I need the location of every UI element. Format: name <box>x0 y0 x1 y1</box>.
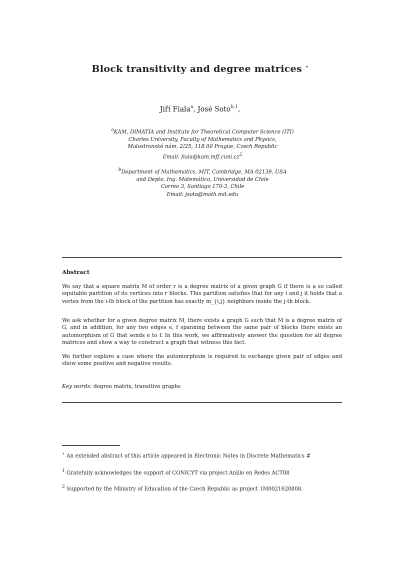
affiliation-line: Charles University, Faculty of Mathematics and Physics, <box>128 137 277 144</box>
affiliation-mark: a <box>111 128 114 133</box>
affiliation-line: KAM, DIMATIA and Institute for Theoretical Computer Science (ITI) <box>113 129 294 136</box>
affiliation-line: Correo 3, Santiago 170-3, Chile <box>160 184 245 191</box>
affiliation-line: Malostranské nám. 2/25, 118 00 Prague, Czech Republic <box>127 144 278 151</box>
footnote-rule <box>62 445 120 446</box>
author-affiliation-mark: b,1 <box>230 105 238 110</box>
footnote <box>62 468 342 478</box>
title-footnote-mark: ⋆ <box>305 64 309 70</box>
footnote-text: Supported by the Ministry of Education of the Czech Republic as project 1M0021620808. <box>66 486 303 493</box>
author-trailing-comma: , <box>237 105 241 114</box>
author-name: José Soto <box>197 105 231 114</box>
footnote-text: Gratefully acknowledges the support of CONICYT via project Anillo en Redes ACT08 <box>66 470 290 477</box>
affiliation-mark: b <box>118 168 122 173</box>
affiliation-line: Department of Mathematics, MIT, Cambridge, MA 02139. USA <box>121 169 287 176</box>
email-footnote-mark: 2 <box>239 152 243 158</box>
footnote <box>62 451 342 461</box>
affiliation-email: Email: jsoto@math.mit.edu <box>166 191 239 198</box>
abstract-bottom-rule <box>62 402 342 403</box>
affiliation-a <box>60 127 345 162</box>
footnote <box>62 484 342 494</box>
author-line <box>0 105 400 113</box>
abstract-paragraph-2: We ask whether for a given degree matrix M, there exists a graph G such that M is a degree matrix of G, and in addition, for any two edges e, f spanning between the same pair of blocks there exists an automorphism of G that sends e to f. In this work, we affirmatively answer the question for all degree matrices and show a way to construct a graph that witness this fact. <box>62 318 342 347</box>
affiliation-b <box>60 167 345 199</box>
footnote-mark: 1 <box>62 469 65 474</box>
keywords-label: Key words: <box>62 384 92 390</box>
abstract-top-rule <box>62 257 342 258</box>
paper-title <box>0 64 400 75</box>
footnote-text: An extended abstract of this article appeared in Electronic Notes in Discrete Mathematics # <box>66 453 311 460</box>
footnote-mark: ⋆ <box>62 452 65 457</box>
affiliation-email: Email: fiala@kam.mff.cuni.cz <box>162 154 240 161</box>
keywords-line <box>62 384 181 390</box>
abstract-paragraph-3: We further explore a case where the automorphism is required to exchange given pair of edges and show some positive and negative results. <box>62 354 342 368</box>
keywords-text: degree matrix, transitive graphs <box>93 384 181 390</box>
affiliation-line: and Depto, Ing. Matemática, Universidad de Chile <box>136 177 269 184</box>
title-text: Block transitivity and degree matrices <box>91 64 302 75</box>
footnote-mark: 2 <box>62 485 65 490</box>
author-affiliation-mark: a <box>190 105 194 110</box>
author-name: Jiří Fiala <box>159 105 191 114</box>
abstract-paragraph-1: We say that a square matrix M of order r is a degree matrix of a given graph G if there is a so called equitable partition of its vertices into r blocks. This partition satisfies that for any i and j it holds that a vertex from the i-th block of the partition has exactly m_{i,j} neighbors inside the j-th block. <box>62 284 342 305</box>
abstract-heading: Abstract <box>62 270 90 276</box>
author-separator: , <box>193 105 196 114</box>
